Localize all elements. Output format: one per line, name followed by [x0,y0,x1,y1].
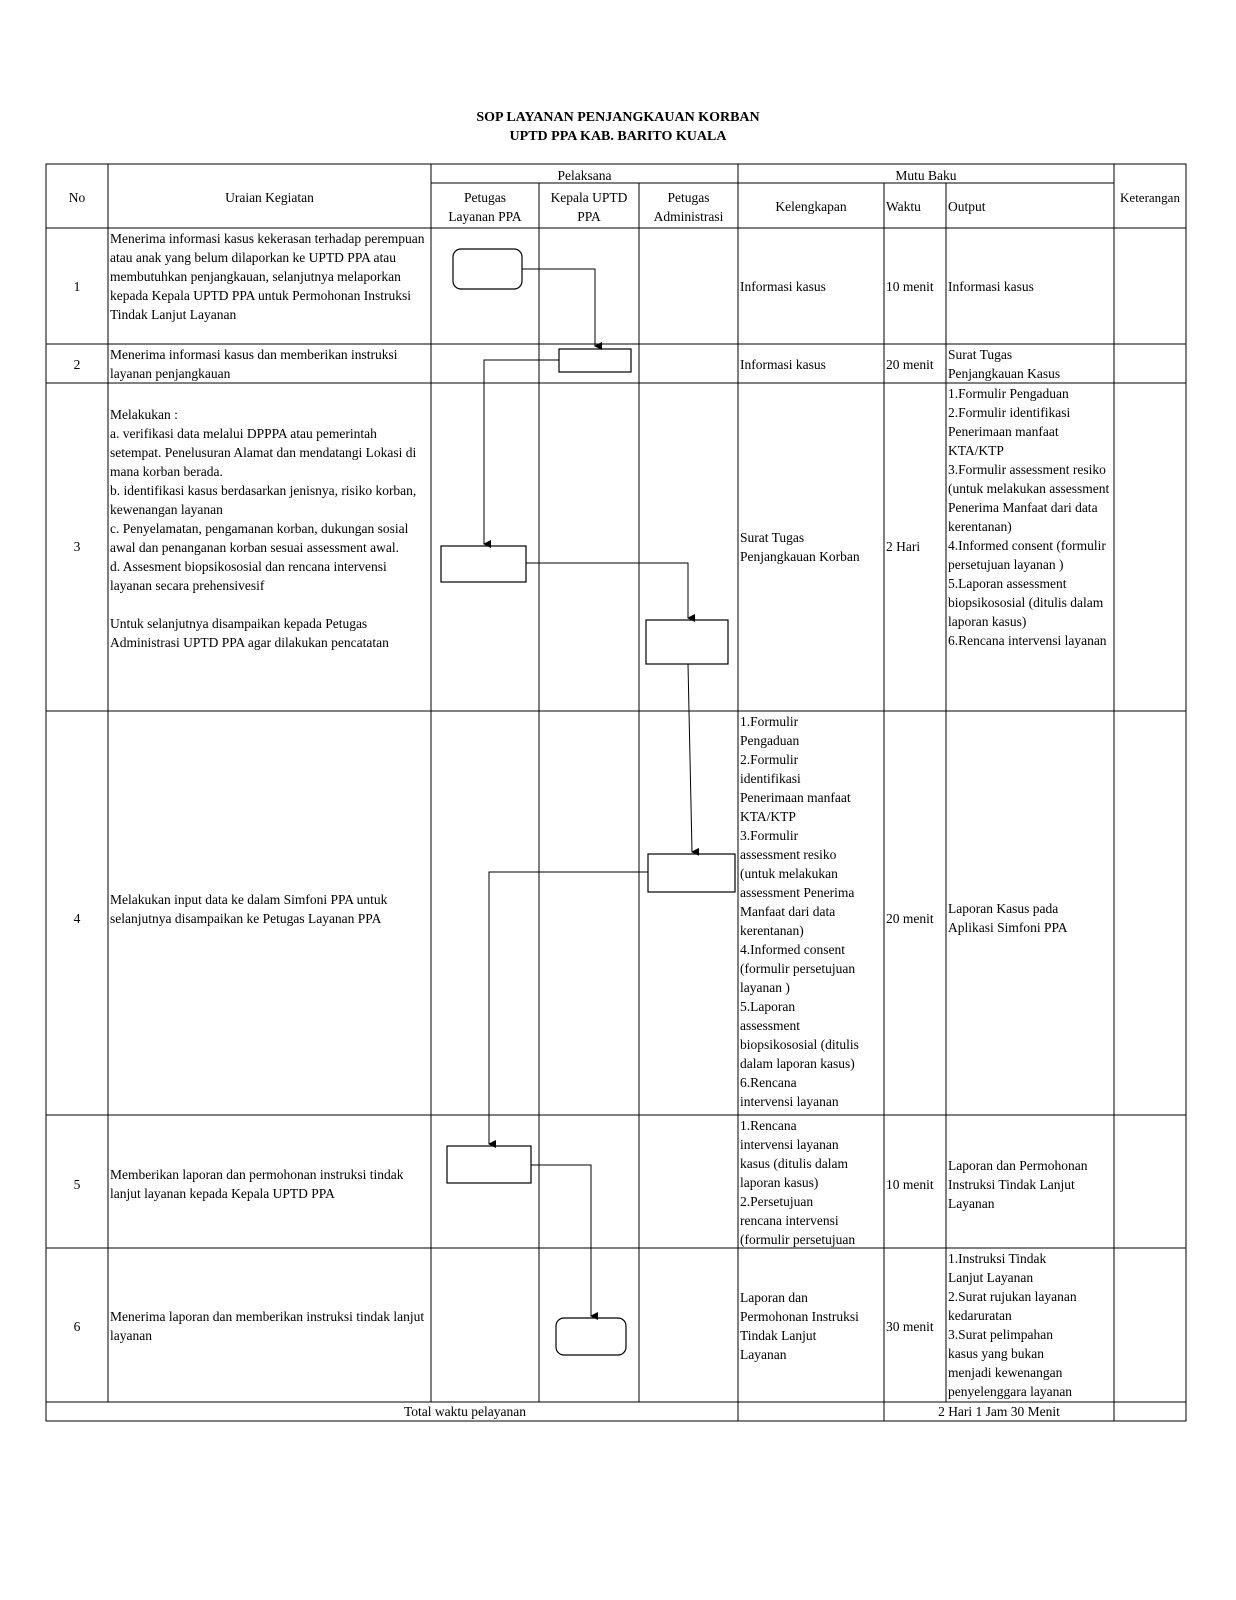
flow-step-5-box [447,1146,531,1183]
row-5-uraian: Memberikan laporan dan permohonan instruksi tindak lanjut layanan kepada Kepala UPTD PPA [110,1167,404,1201]
row-2-kelengkapan: Informasi kasus [740,357,826,372]
header-petugas-administrasi: Petugas Administrasi [653,190,724,224]
row-1-waktu: 10 menit [886,279,934,294]
row-2-waktu: 20 menit [886,357,934,372]
row-3-no: 3 [73,539,81,554]
flow-start-terminator [453,249,522,289]
row-6-uraian: Menerima laporan dan memberikan instruksi tindak lanjut layanan [110,1309,425,1343]
header-pelaksana: Pelaksana [557,168,612,183]
flow-step-3-box-b [646,620,728,664]
flow-step-4-box [648,854,735,892]
row-5-waktu: 10 menit [886,1177,934,1192]
header-mutu-baku: Mutu Baku [895,168,957,183]
connector-3a-3b [526,563,688,618]
header-keterangan: Keterangan [1120,190,1180,205]
total-label: Total waktu pelayanan [403,1404,526,1419]
header-petugas-layanan: Petugas Layanan PPA [448,190,522,224]
row-1-uraian: Menerima informasi kasus kekerasan terhadap perempuan atau anak yang belum dilaporkan ke UPTD PPA atau membutuhkan penjangkauan, selanjutnya melaporkan kepada Kepala UPTD PPA untuk Permohonan Instruksi Tindak Lanjut Layanan [110,231,425,322]
row-5-kelengkapan: 1.Rencana intervensi layanan kasus (ditulis dalam laporan kasus) 2.Persetujuan rencana intervensi (formulir persetujuan [740,1118,856,1247]
connector-2-3 [484,360,559,544]
row-1-output: Informasi kasus [948,279,1034,294]
header-waktu: Waktu [886,199,921,214]
header-output: Output [948,199,986,214]
connector-1-2 [522,269,595,346]
row-3-waktu: 2 Hari [886,539,921,554]
connector-3b-4 [688,664,692,852]
row-1-no: 1 [73,279,81,294]
flow-end-terminator [556,1318,626,1355]
connector-5-6 [531,1165,591,1316]
row-6-waktu: 30 menit [886,1319,934,1334]
row-5-output: Laporan dan Permohonan Instruksi Tindak Lanjut Layanan [948,1158,1088,1211]
row-3-kelengkapan: Surat Tugas Penjangkauan Korban [740,530,860,564]
page-title: SOP LAYANAN PENJANGKAUAN KORBAN [476,110,760,125]
row-3-uraian: Melakukan : a. verifikasi data melalui DPPPA atau pemerintah setempat. Penelusuran Alamat dan mendatangi Lokasi di mana korban berada. b. identifikasi kasus berdasarkan jenisnya, risiko korban, kewenangan layanan c. Penyelamatan, pengamanan korban, dukungan sosial awal dan penanganan korban sesuai assessment awal. d. Assesment biopsikososial dan rencana intervensi layanan secara prehensivesif Untuk selanjutnya disampaikan kepada Petugas Administrasi UPTD PPA agar dilakukan pencatatan [110,407,417,650]
row-4-uraian: Melakukan input data ke dalam Simfoni PPA untuk selanjutnya disampaikan ke Petugas Layanan PPA [110,892,388,926]
header-kelengkapan: Kelengkapan [775,199,847,214]
row-4-waktu: 20 menit [886,911,934,926]
row-1-kelengkapan: Informasi kasus [740,279,826,294]
row-4-no: 4 [73,911,81,926]
page-subtitle: UPTD PPA KAB. BARITO KUALA [509,129,727,144]
connector-4-5 [489,872,648,1144]
row-3-output: 1.Formulir Pengaduan 2.Formulir identifikasi Penerimaan manfaat KTA/KTP 3.Formulir assessment resiko (untuk melakukan assessment Penerima Manfaat dari data kerentanan) 4.Informed consent (formulir persetujuan layanan ) 5.Laporan assessment biopsikososial (ditulis dalam laporan kasus) 6.Rencana intervensi layanan [948,386,1110,648]
row-4-kelengkapan: 1.Formulir Pengaduan 2.Formulir identifikasi Penerimaan manfaat KTA/KTP 3.Formulir assessment resiko (untuk melakukan assessment Penerima Manfaat dari data kerentanan) 4.Informed consent (formulir persetujuan layanan ) 5.Laporan assessment biopsikososial (ditulis dalam laporan kasus) 6.Rencana intervensi layanan [740,714,859,1109]
row-6-kelengkapan: Laporan dan Permohonan Instruksi Tindak Lanjut Layanan [740,1290,859,1362]
header-no: No [68,190,86,205]
row-2-output: Surat Tugas Penjangkauan Kasus [948,347,1061,381]
header-uraian-kegiatan: Uraian Kegiatan [225,190,314,205]
row-6-no: 6 [73,1319,81,1334]
row-2-no: 2 [73,357,81,372]
header-kepala-uptd: Kepala UPTD PPA [550,190,628,224]
row-6-output: 1.Instruksi Tindak Lanjut Layanan 2.Surat rujukan layanan kedaruratan 3.Surat pelimpahan kasus yang bukan menjadi kewenangan penyelenggara layanan [948,1251,1077,1399]
flow-step-3-box-a [441,546,526,582]
row-2-uraian: Menerima informasi kasus dan memberikan instruksi layanan penjangkauan [110,347,398,381]
row-5-no: 5 [73,1177,81,1192]
total-value: 2 Hari 1 Jam 30 Menit [938,1404,1060,1419]
row-4-output: Laporan Kasus pada Aplikasi Simfoni PPA [948,901,1068,935]
flow-step-2-box [559,349,631,372]
